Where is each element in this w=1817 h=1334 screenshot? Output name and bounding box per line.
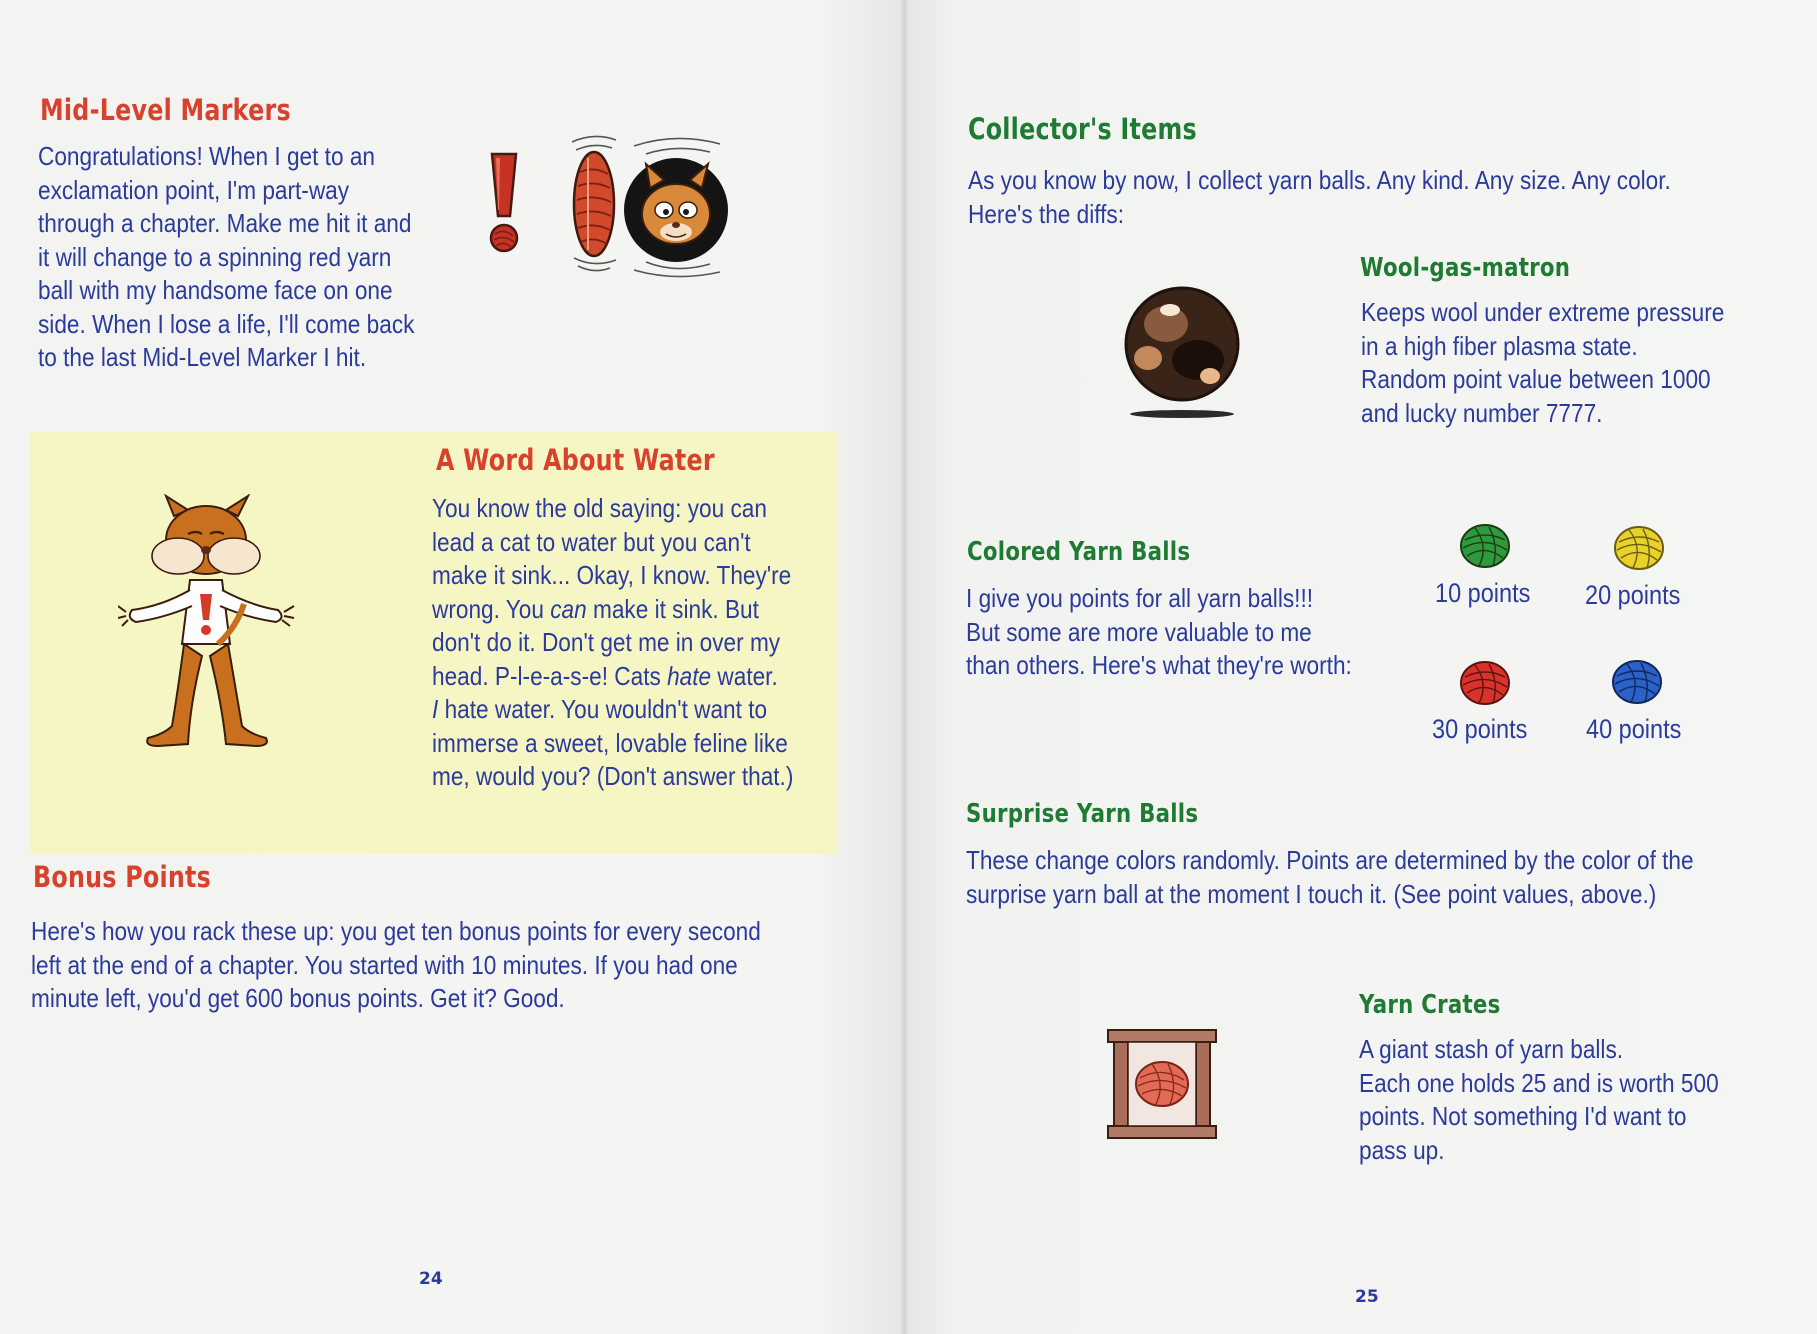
yellow-yarn-ball-icon	[1613, 524, 1665, 572]
page-number-left: 24	[419, 1269, 443, 1289]
text-line: A giant stash of yarn balls.	[1359, 1034, 1624, 1064]
text-line: in a high fiber plasma state.	[1361, 330, 1638, 361]
points-label-40: 40 points	[1586, 714, 1682, 744]
spinning-yarn-ball-icon	[566, 128, 622, 276]
text-line: it will change to a spinning red yarn	[38, 241, 392, 272]
text-line: Here's how you rack these up: you get ten bonus points for every second	[31, 916, 761, 946]
text-line: surprise yarn ball at the moment I touch it. (See point values, above.)	[966, 878, 1657, 909]
yarn-crate-icon	[1106, 1026, 1218, 1142]
text-line: exclamation point, I'm part-way	[38, 174, 350, 205]
crates-heading: Yarn Crates	[1359, 990, 1501, 1020]
colored-text	[966, 582, 1352, 683]
mid-level-heading: Mid-Level Markers	[40, 93, 291, 127]
collectors-text	[968, 164, 1671, 231]
text-line: But some are more valuable to me	[966, 616, 1312, 647]
water-heading: A Word About Water	[436, 443, 715, 477]
text-line: ball with my handsome face on one	[38, 275, 393, 305]
text-line: make it sink... Okay, I know. They're	[432, 560, 792, 590]
text-line: through a chapter. Make me hit it and	[38, 208, 412, 238]
exclamation-marker-icon	[484, 150, 524, 258]
red-yarn-ball-icon	[1459, 659, 1511, 707]
wool-gas-matron-icon	[1118, 280, 1246, 422]
text-line: points. Not something I'd want to	[1359, 1101, 1687, 1131]
text-line: minute left, you'd get 600 bonus points. Get it? Good.	[31, 983, 565, 1013]
points-label-20: 20 points	[1585, 580, 1681, 610]
water-text	[432, 492, 793, 794]
text-line: lead a cat to water but you can't	[432, 526, 751, 557]
green-yarn-ball-icon	[1459, 522, 1511, 570]
text-line: head. P-l-e-a-s-e! Cats hate water.	[432, 660, 778, 691]
text-line: wrong. You can make it sink. But	[432, 593, 759, 624]
text-line: side. When I lose a life, I'll come back	[38, 308, 415, 339]
crates-text	[1359, 1033, 1719, 1167]
blue-yarn-ball-icon	[1611, 658, 1663, 706]
mid-level-text	[38, 140, 414, 375]
text-line: don't do it. Don't get me in over my	[432, 627, 781, 657]
text-line: Keeps wool under extreme pressure	[1361, 297, 1725, 327]
text-line: Random point value between 1000	[1361, 364, 1711, 394]
points-label-30: 30 points	[1432, 714, 1528, 744]
text-line: Each one holds 25 and is worth 500	[1359, 1067, 1719, 1098]
page-gutter	[900, 0, 908, 1334]
page-number-right: 25	[1355, 1287, 1379, 1307]
surprise-heading: Surprise Yarn Balls	[966, 799, 1199, 829]
text-line: pass up.	[1359, 1134, 1445, 1165]
bubsy-character-icon	[118, 494, 328, 764]
text-line: me, would you? (Don't answer that.)	[432, 761, 794, 791]
text-line: I hate water. You wouldn't want to	[432, 694, 768, 724]
colored-heading: Colored Yarn Balls	[967, 537, 1191, 567]
bubsy-face-yarn-icon	[620, 130, 730, 280]
bonus-text	[31, 915, 761, 1016]
bonus-heading: Bonus Points	[33, 860, 212, 894]
surprise-text	[966, 844, 1694, 911]
wool-heading: Wool-gas-matron	[1360, 253, 1571, 283]
text-line: than others. Here's what they're worth:	[966, 650, 1352, 680]
text-line: As you know by now, I collect yarn balls. Any kind. Any size. Any color.	[968, 165, 1671, 195]
text-line: You know the old saying: you can	[432, 493, 767, 523]
text-line: left at the end of a chapter. You started with 10 minutes. If you had one	[31, 949, 738, 980]
points-label-10: 10 points	[1435, 578, 1531, 608]
text-line: These change colors randomly. Points are determined by the color of the	[966, 845, 1694, 875]
text-line: I give you points for all yarn balls!!!	[966, 583, 1314, 613]
text-line: and lucky number 7777.	[1361, 397, 1603, 428]
text-line: Here's the diffs:	[968, 198, 1125, 229]
collectors-heading: Collector's Items	[968, 112, 1197, 146]
text-line: to the last Mid-Level Marker I hit.	[38, 342, 367, 372]
text-line: Congratulations! When I get to an	[38, 141, 376, 171]
wool-text	[1361, 296, 1724, 430]
text-line: immerse a sweet, lovable feline like	[432, 727, 788, 758]
